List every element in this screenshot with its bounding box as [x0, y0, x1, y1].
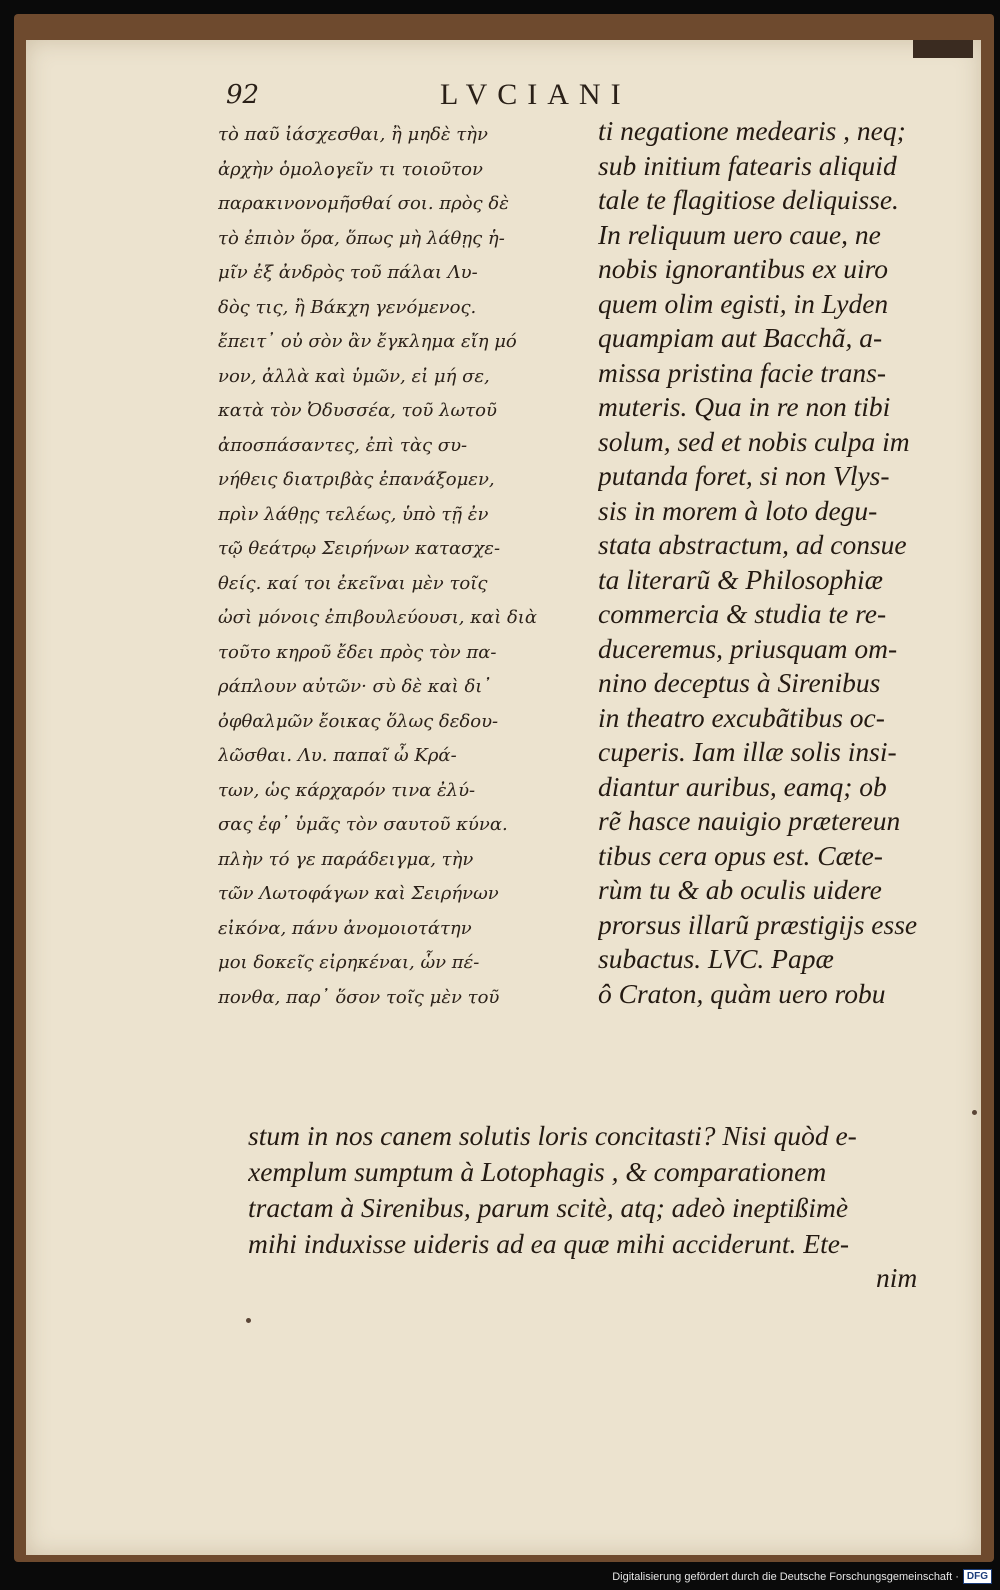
greek-text-line: των, ὡς κάρχαρόν τινα ἐλύ- — [218, 779, 476, 801]
full-width-text-line: mihi induxisse uideris ad ea quæ mihi acciderunt. Ete- — [248, 1228, 850, 1259]
greek-text-line: δὸς τις, ἢ Βάκχη γενόμενος. — [218, 296, 477, 318]
latin-text-line: quem olim egisti, in Lyden — [598, 287, 889, 319]
latin-text-line: nino deceptus à Sirenibus — [598, 667, 881, 698]
latin-text-line: in theatro excubãtibus oc- — [598, 701, 885, 733]
latin-text-line: diantur auribus, eamq; ob — [598, 770, 887, 802]
latin-text-line: commercia & studia te re- — [598, 598, 887, 629]
page-number: 92 — [226, 80, 260, 110]
latin-text-line: ti negatione medearis , neq; — [598, 115, 906, 146]
latin-text-line: rẽ hasce nauigio prætereun — [598, 805, 901, 836]
greek-text-column — [218, 118, 573, 1015]
full-width-text-block — [248, 1118, 938, 1262]
greek-text-line: πονθα, παρ᾽ ὅσον τοῖς μὲν τοῦ — [218, 986, 500, 1008]
running-head: LVCIANI — [440, 78, 631, 111]
footer-credit: Digitalisierung gefördert durch die Deutsche Forschungsgemeinschaft · — [612, 1570, 959, 1583]
greek-text-line: τῶν Λωτοφάγων καὶ Σειρήνων — [218, 883, 499, 904]
latin-text-line: muteris. Qua in re non tibi — [598, 391, 891, 422]
ink-speck — [972, 1110, 977, 1115]
latin-text-line: sub initium fatearis aliquid — [598, 149, 897, 181]
greek-text-line: νον, ἀλλὰ καὶ ὑμῶν, εἰ μή σε, — [218, 365, 490, 387]
ink-speck — [246, 1318, 251, 1323]
greek-text-line: πλὴν τό γε παράδειγμα, τὴν — [218, 848, 474, 870]
greek-text-line: τοῦτο κηροῦ ἔδει πρὸς τὸν πα- — [218, 641, 497, 663]
latin-text-line: sis in morem à loto degu- — [598, 494, 878, 526]
greek-text-line: ὀφθαλμῶν ἔοικας ὅλως δεδου- — [218, 710, 499, 732]
greek-text-line: σας ἐφ᾽ ὑμᾶς τὸν σαυτοῦ κύνα. — [218, 814, 508, 835]
greek-text-line: ὠσὶ μόνοις ἐπιβουλεύουσι, καὶ διὰ — [218, 607, 538, 628]
greek-text-line: τῷ θεάτρῳ Σειρήνων κατασχε- — [218, 538, 501, 559]
greek-text-line: κατὰ τὸν Ὀδυσσέα, τοῦ λωτοῦ — [218, 400, 497, 421]
latin-text-line: duceremus, priusquam om- — [598, 632, 898, 664]
latin-text-line: nobis ignorantibus ex uiro — [598, 253, 889, 284]
latin-text-column — [598, 114, 938, 1011]
greek-text-line: εἰκόνα, πάνυ ἀνομοιοτάτην — [218, 917, 472, 939]
greek-text-line: ράπλουν αὐτῶν· σὺ δὲ καὶ δι᾽ — [218, 676, 492, 697]
greek-text-line: ἀποσπάσαντες, ἐπὶ τὰς συ- — [218, 434, 468, 456]
latin-text-line: cuperis. Iam illæ solis insi- — [598, 736, 897, 767]
latin-text-line: missa pristina facie trans- — [598, 356, 886, 388]
greek-text-line: τὸ ἐπιὸν ὅρα, ὅπως μὴ λάθῃς ἡ- — [218, 227, 505, 249]
page-corner-damage — [913, 40, 973, 58]
greek-text-line: ἔπειτ᾽ οὐ σὸν ἂν ἔγκλημα εἴη μό — [218, 331, 517, 352]
greek-text-line: τὸ παῦ ἰάσχεσθαι, ἢ μηδὲ τὴν — [218, 124, 488, 145]
greek-text-line: πρὶν λάθῃς τελέως, ὑπὸ τῇ ἐν — [218, 503, 489, 525]
latin-text-line: stata abstractum, ad consue — [598, 529, 907, 560]
latin-text-line: ta literarũ & Philosophiæ — [598, 563, 883, 595]
latin-text-line: quampiam aut Bacchã, a- — [598, 322, 883, 353]
latin-text-line: tale te flagitiose deliquisse. — [598, 184, 899, 215]
catchword: nim — [876, 1262, 918, 1293]
greek-text-line: μῖν ἐξ ἀνδρὸς τοῦ πάλαι Λυ- — [218, 262, 478, 283]
greek-text-line: θείς. καί τοι ἐκεῖναι μὲν τοῖς — [218, 572, 488, 594]
greek-text-line: μοι δοκεῖς εἰρηκέναι, ὧν πέ- — [218, 952, 480, 973]
digitization-footer — [612, 1569, 992, 1584]
latin-text-line: prorsus illarũ præstigijs esse — [598, 908, 918, 940]
latin-text-line: ô Craton, quàm uero robu — [598, 977, 886, 1009]
greek-text-line: παρακινονομῆσθαί σοι. πρὸς δὲ — [218, 193, 509, 214]
latin-text-line: subactus. LVC. Papæ — [598, 943, 834, 974]
dfg-logo: DFG — [963, 1569, 992, 1584]
greek-text-line: νήθεις διατριβὰς ἐπανάξομεν, — [218, 469, 495, 490]
latin-text-line: solum, sed et nobis culpa im — [598, 425, 910, 457]
greek-text-line: λῶσθαι. Λυ. παπαῖ ὦ Κρά- — [218, 745, 457, 766]
latin-text-line: In reliquum uero caue, ne — [598, 218, 881, 250]
latin-text-line: putanda foret, si non Vlys- — [598, 460, 890, 491]
full-width-text-line: tractam à Sirenibus, parum scitè, atq; adeò ineptißimè — [248, 1192, 849, 1223]
full-width-text-line: xemplum sumptum à Lotophagis , & comparationem — [248, 1156, 827, 1187]
full-width-text-line: stum in nos canem solutis loris concitasti? Nisi quòd e- — [248, 1120, 857, 1151]
greek-text-line: ἀρχὴν ὁμολογεῖν τι τοιοῦτον — [218, 158, 483, 180]
latin-text-line: rùm tu & ab oculis uidere — [598, 874, 882, 905]
latin-text-line: tibus cera opus est. Cæte- — [598, 839, 883, 871]
